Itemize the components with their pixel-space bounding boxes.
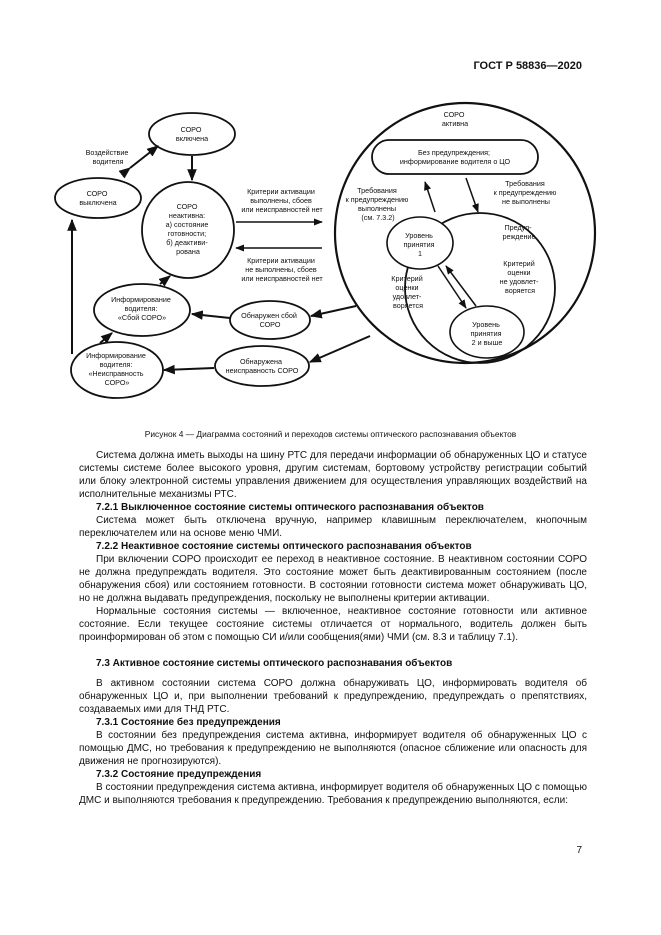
soro-active-label: СОРО активна	[441, 110, 469, 128]
body-text-block-2	[79, 657, 587, 670]
arrow-fail-to-info	[192, 314, 230, 318]
paragraph: В состоянии без предупреждения система активна, информирует водителя об обнаруженных ЦО с помощью ДМС, но требования к предупреждению не выполняются (опасное сближение или опасность для движения не прогнозируются).	[79, 730, 587, 767]
page-number: 7	[576, 845, 582, 856]
driver-action-label: Воздействие водителя	[85, 148, 129, 166]
paragraph: Система должна иметь выходы на шину РТС для передачи информации об обнаруженных ЦО и статусе системы системе более высокого уровня, другим системам, бортовому устройству регистрации событий или блоку электронной системы управления движением для осуществления управляющих воздействий на исполнительные механизмы РТС.	[79, 450, 587, 500]
level2-label: Уровень принятия 2 и выше	[470, 320, 503, 347]
paragraph: В состоянии предупреждения система активна, информирует водителя об обнаруженных ЦО с помощью ДМС и выполняются требования к предупреждению. Требования к предупреждению выполняются, если:	[79, 782, 587, 806]
section-heading-7-2-1: 7.2.1 Выключенное состояние системы оптического распознавания объектов	[96, 502, 484, 513]
fault-detected-label: Обнаружена неисправность СОРО	[225, 357, 299, 375]
crit-eval-not-met-label: Критерий оценки не удовлет- воряется	[499, 259, 539, 295]
section-heading-7-3-1: 7.3.1 Состояние без предупреждения	[96, 717, 281, 728]
soro-on-label: СОРО включена	[175, 125, 209, 143]
paragraph: Нормальные состояния системы — включенное, неактивное состояние готовности или активное состояние. Если текущее состояние системы отличается от нормального, водитель должен быть проинформирован об этом с помощью СИ и/или сообщения(ями) ЧМИ (см. 8.3 и таблицу 7.1).	[79, 606, 587, 643]
state-transition-diagram	[0, 0, 661, 425]
soro-off-label: СОРО выключена	[79, 189, 117, 207]
body-text-block-1	[79, 449, 587, 644]
warn-req-not-met-label: Требования к предупреждению не выполнены	[493, 179, 557, 206]
figure-caption: Рисунок 4 — Диаграмма состояний и переходов системы оптического распознавания объектов	[144, 429, 517, 439]
arrow-active-to-fail	[311, 306, 356, 316]
soro-inactive-label: СОРО неактивна: а) состояние готовности; б) деактиви- рована	[165, 202, 209, 256]
warning-label: Предуп- реждение	[502, 223, 536, 241]
section-heading-7-3-2: 7.3.2 Состояние предупреждения	[96, 769, 262, 780]
info-fault-label: Информирование водителя: «Неисправность СОРО»	[86, 351, 146, 387]
arrow-fault-to-info	[164, 368, 214, 370]
paragraph: При включении СОРО происходит ее переход в неактивное состояние. В неактивном состоянии СОРО не должна предупреждать водителя. Это состояние может быть деактивированным состоянием (после обнаружения сбоя) или состоянием готовности. В состоянии готовности система может обнаруживать ЦО, но не должна выдавать предупреждения, поскольку не выполнены критерии активации.	[79, 554, 587, 604]
arrow-info-fail-to-inactive	[160, 276, 170, 284]
criteria-not-met-label: Критерии активации не выполнены, сбоев или неисправностей нет	[241, 256, 323, 283]
section-heading-7-3: 7.3 Активное состояние системы оптического распознавания объектов	[96, 658, 453, 669]
arrow-active-to-fault	[310, 336, 370, 362]
paragraph: Система может быть отключена вручную, например клавишным переключателем, кнопочным переключателем или на основе меню ЧМИ.	[79, 515, 587, 539]
info-fail-label: Информирование водителя: «Сбой СОРО»	[111, 295, 171, 322]
paragraph: В активном состоянии система СОРО должна обнаруживать ЦО, информировать водителя об обнаруженных ЦО и, при выполнении требований к предупреждению, предупреждать о препятствиях, создаваемых ими для ТНД РТС.	[79, 678, 587, 715]
body-text-block-3	[79, 677, 587, 807]
arrow-warn-up	[425, 182, 435, 212]
arrow-on-off	[130, 146, 158, 168]
arrow-warn-down	[466, 178, 478, 212]
level1-label: Уровень принятия 1	[403, 231, 435, 258]
section-heading-7-2-2: 7.2.2 Неактивное состояние системы оптического распознавания объектов	[96, 541, 472, 552]
fail-detected-label: Обнаружен сбой СОРО	[241, 311, 297, 329]
warn-req-met-label: Требования к предупреждению выполнены (см. 7.3.2)	[345, 186, 409, 222]
no-warning-label: Без предупреждения; информирование водителя о ЦО	[399, 148, 511, 166]
document-code: ГОСТ Р 58836—2020	[473, 60, 582, 72]
criteria-met-label: Критерии активации выполнены, сбоев или неисправностей нет	[241, 187, 323, 214]
crit-eval-met-label: Критерий оценки удовлет- воряется	[391, 274, 423, 310]
